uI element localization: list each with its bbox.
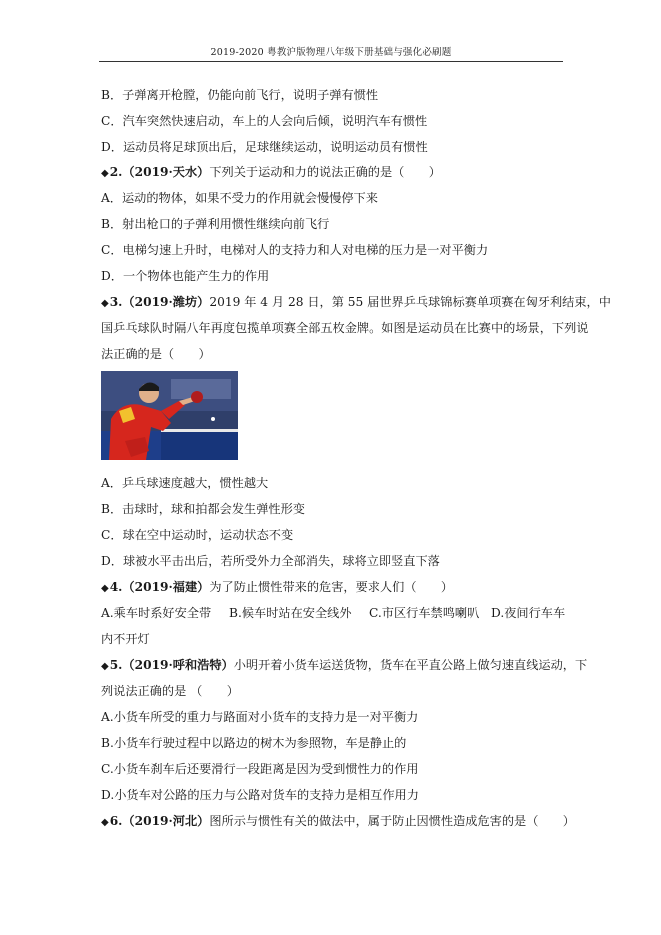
q4-option-d-cont: 内不开灯 bbox=[101, 632, 150, 646]
diamond-bullet-icon: ◆ bbox=[101, 661, 109, 672]
q4-option-a: A.乘车时系好安全带 bbox=[101, 606, 212, 620]
q5-option-c: C.小货车刹车后还要滑行一段距离是因为受到惯性力的作用 bbox=[101, 762, 419, 776]
q3-stem-line2: 国乒乓球队时隔八年再度包揽单项赛全部五枚金牌。如图是运动员在比赛中的场景，下列说 bbox=[101, 321, 589, 335]
page-header: 2019-2020 粤教沪版物理八年级下册基础与强化必刷题 bbox=[210, 47, 452, 58]
diamond-bullet-icon: ◆ bbox=[101, 298, 109, 309]
header-rule bbox=[99, 61, 563, 62]
q3-option-c: C．球在空中运动时，运动状态不变 bbox=[101, 528, 294, 542]
question-5 bbox=[101, 657, 587, 675]
diamond-bullet-icon: ◆ bbox=[101, 168, 109, 179]
table-tennis-player-image bbox=[101, 371, 238, 460]
q3-stem-line3: 法正确的是（ ） bbox=[101, 347, 211, 361]
question-6 bbox=[101, 813, 575, 831]
q4-option-c: C.市区行车禁鸣喇叭 bbox=[369, 606, 480, 620]
q6-source-tag: 6.（2019·河北） bbox=[109, 814, 210, 828]
q2-stem: 下列关于运动和力的说法正确的是（ ） bbox=[209, 165, 441, 179]
q2-option-c: C．电梯匀速上升时，电梯对人的支持力和人对电梯的压力是一对平衡力 bbox=[101, 243, 489, 257]
q2-option-d: D．一个物体也能产生力的作用 bbox=[101, 269, 270, 283]
q4-options-row bbox=[101, 605, 565, 621]
q5-option-b: B.小货车行驶过程中以路边的树木为参照物，车是静止的 bbox=[101, 736, 407, 750]
q2-option-b: B．射出枪口的子弹利用惯性继续向前飞行 bbox=[101, 217, 330, 231]
q1-option-d: D．运动员将足球顶出后，足球继续运动，说明运动员有惯性 bbox=[101, 140, 428, 154]
q2-source-tag: 2.（2019·天水） bbox=[109, 165, 210, 179]
q5-option-d: D.小货车对公路的压力与公路对货车的支持力是相互作用力 bbox=[101, 788, 419, 802]
q4-stem: 为了防止惯性带来的危害，要求人们（ ） bbox=[209, 580, 454, 594]
q3-option-b: B．击球时，球和拍都会发生弹性形变 bbox=[101, 502, 305, 516]
diamond-bullet-icon: ◆ bbox=[101, 583, 109, 594]
q3-option-a: A．乒乓球速度越大，惯性越大 bbox=[101, 476, 269, 490]
q4-option-b: B.候车时站在安全线外 bbox=[229, 606, 352, 620]
question-2 bbox=[101, 164, 441, 182]
q5-source-tag: 5.（2019·呼和浩特） bbox=[109, 658, 234, 672]
diamond-bullet-icon: ◆ bbox=[101, 817, 109, 828]
q3-stem-line1: 2019 年 4 月 28 日，第 55 届世界乒乓球锦标赛单项赛在匈牙利结束，中 bbox=[209, 295, 611, 309]
q5-stem-line1: 小明开着小货车运送货物，货车在平直公路上做匀速直线运动，下 bbox=[233, 658, 588, 672]
question-3 bbox=[101, 294, 611, 312]
question-4 bbox=[101, 579, 453, 597]
q6-stem: 图所示与惯性有关的做法中，属于防止因惯性造成危害的是（ ） bbox=[209, 814, 575, 828]
q2-option-a: A．运动的物体，如果不受力的作用就会慢慢停下来 bbox=[101, 191, 378, 205]
q1-option-c: C．汽车突然快速启动，车上的人会向后倾，说明汽车有惯性 bbox=[101, 114, 428, 128]
table-tennis-photo bbox=[101, 371, 238, 460]
q4-option-d: D.夜间行车车 bbox=[491, 606, 566, 620]
q3-option-d: D．球被水平击出后，若所受外力全部消失，球将立即竖直下落 bbox=[101, 554, 440, 568]
q1-option-b: B．子弹离开枪膛，仍能向前飞行，说明子弹有惯性 bbox=[101, 88, 379, 102]
q5-option-a: A.小货车所受的重力与路面对小货车的支持力是一对平衡力 bbox=[101, 710, 419, 724]
q4-source-tag: 4.（2019·福建） bbox=[109, 580, 210, 594]
q3-source-tag: 3.（2019·潍坊） bbox=[109, 295, 210, 309]
q5-stem-line2: 列说法正确的是 （ ） bbox=[101, 684, 239, 698]
